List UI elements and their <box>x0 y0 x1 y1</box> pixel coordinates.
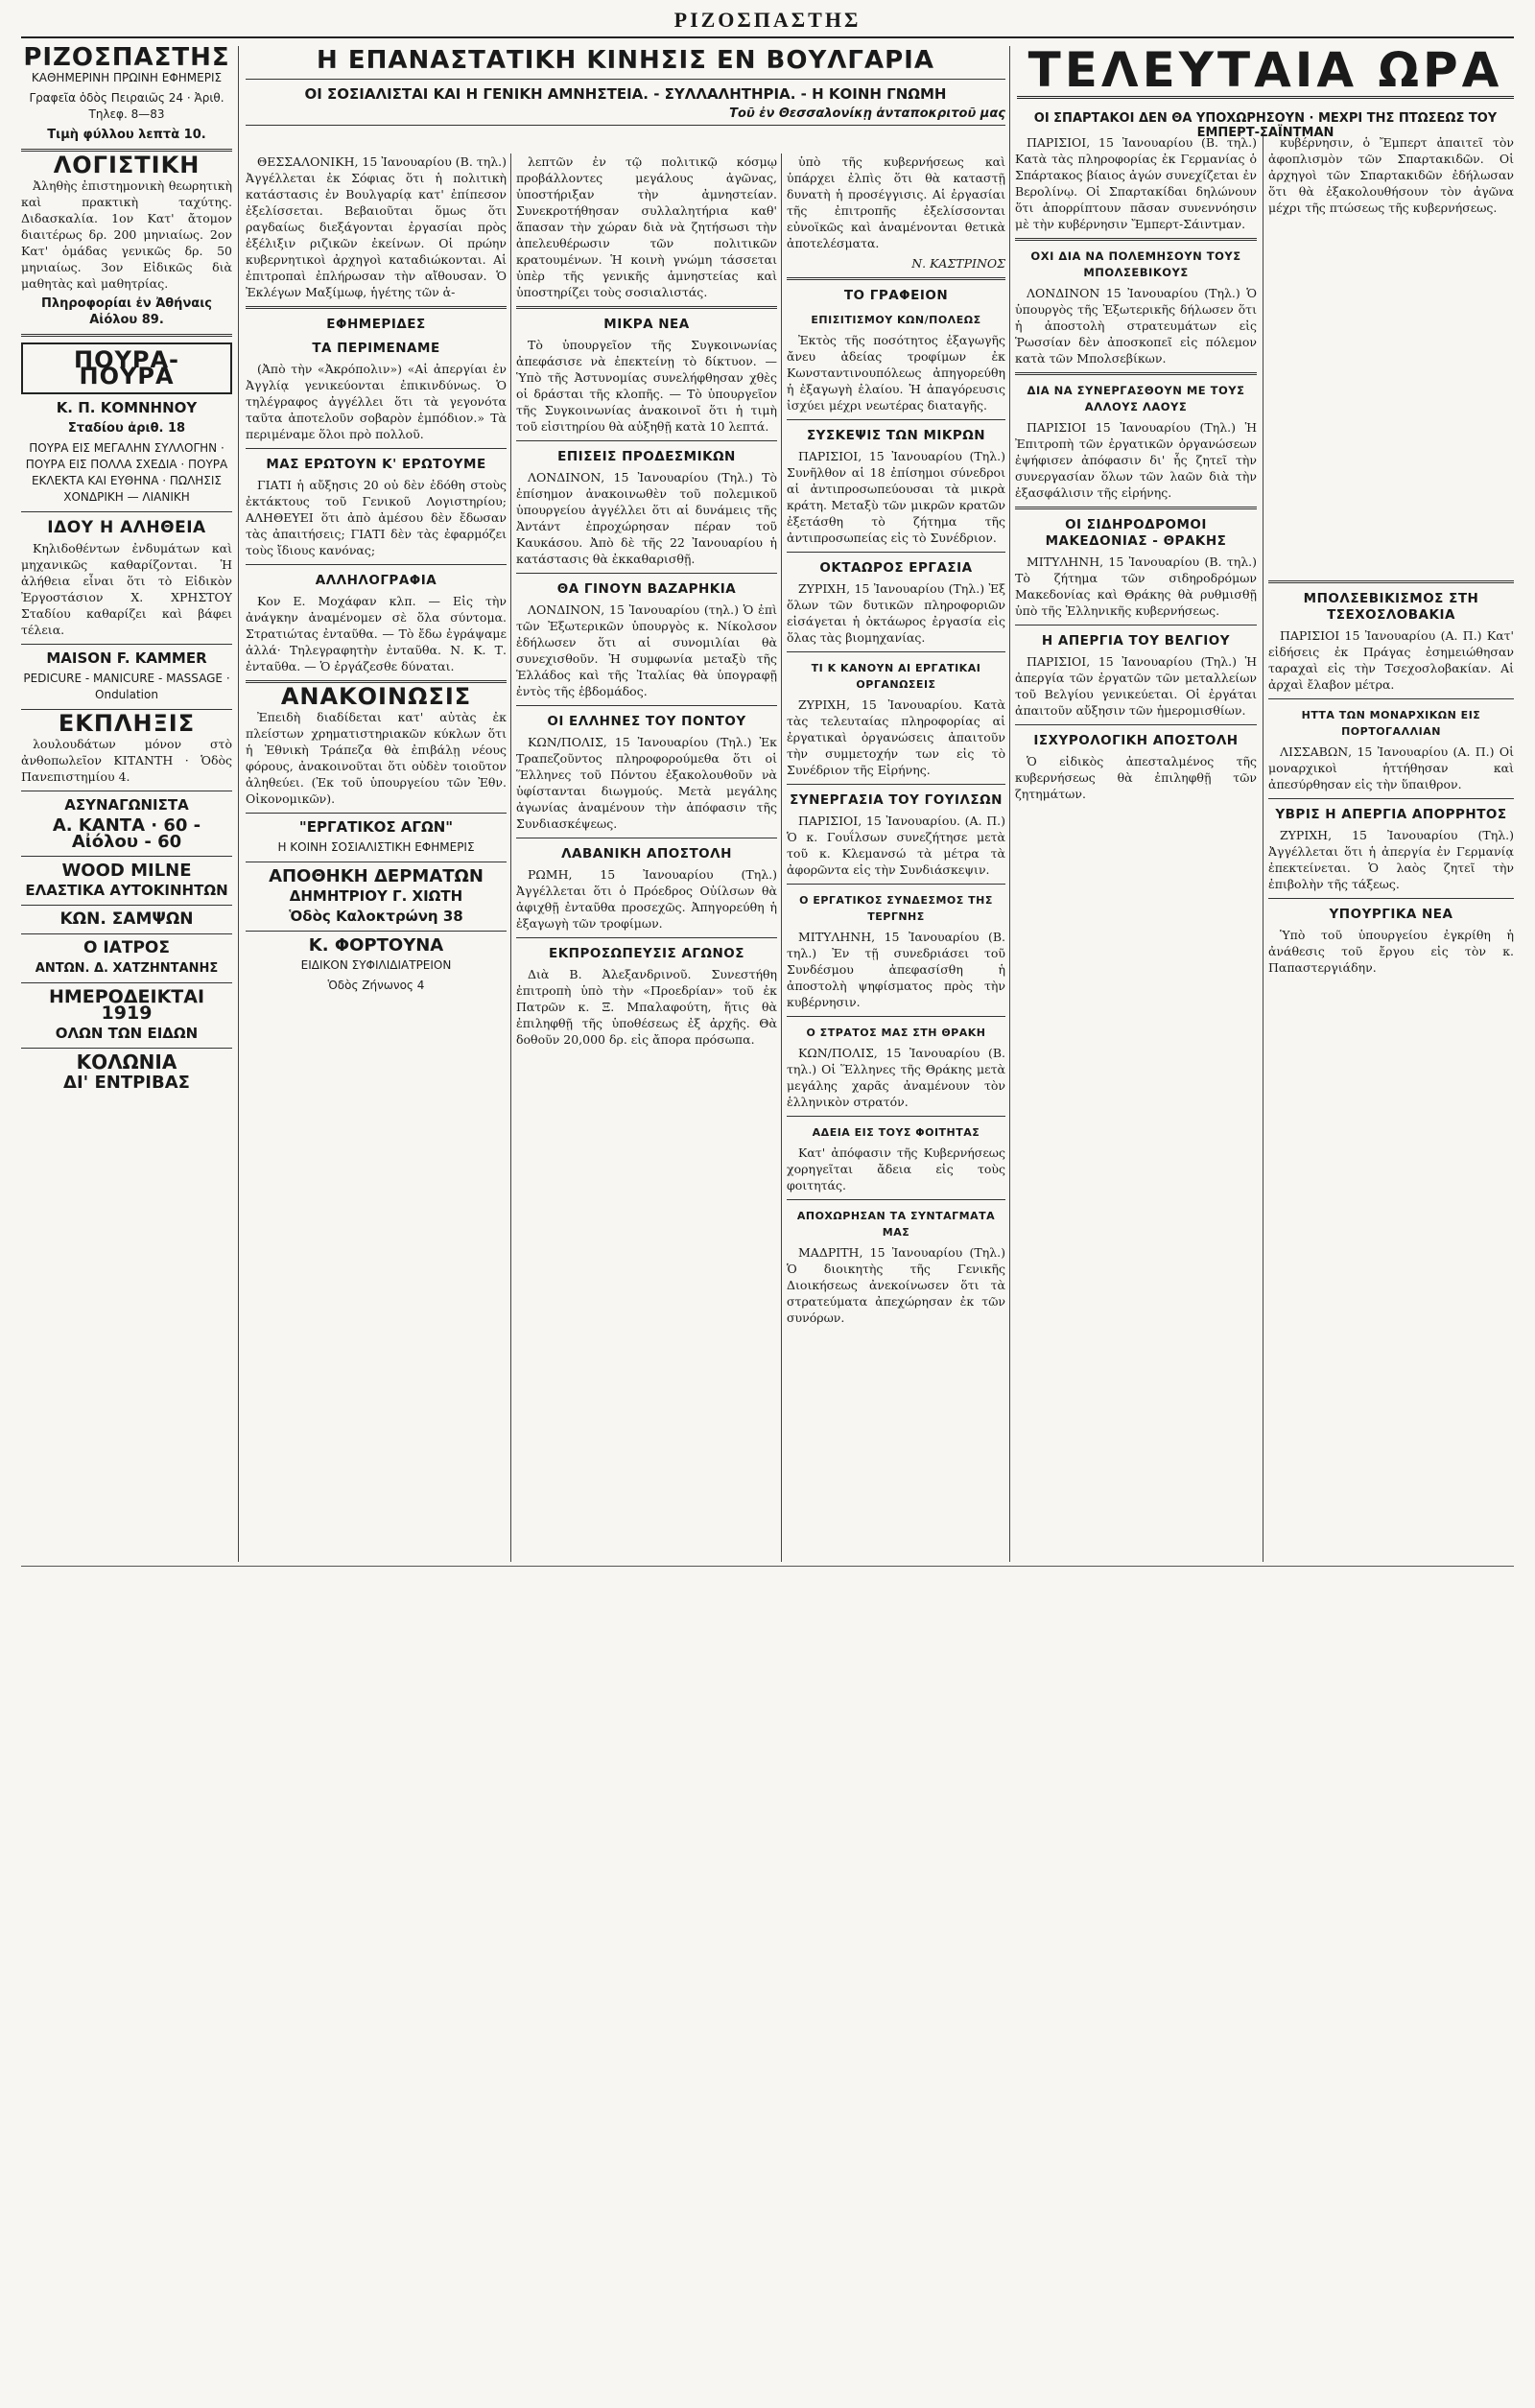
divider <box>246 125 1005 126</box>
article-title: ΟΧΙ ΔΙΑ ΝΑ ΠΟΛΕΜΗΣΟΥΝ ΤΟΥΣ ΜΠΟΛΣΕΒΙΚΟΥΣ <box>1030 249 1241 279</box>
divider <box>1268 898 1514 899</box>
ad-ekplixis-text: λουλουδάτων μόνον στὸ ἀνθοπωλεῖον ΚΙΤΑΝΤΗ · Ὁδὸς Πανεπιστημίου 4. <box>21 737 232 784</box>
ad-poura-title: ΠΟΥΡΑ-ΠΟΥΡΑ <box>74 346 179 390</box>
article-text: Ἐκτὸς τῆς ποσότητος ἐξαγωγῆς ἄνευ ἀδείας τροφίμων ἐκ Κωνσταντινουπόλεως ἀπηγορεύθη ἡ ἐξαγωγὴ ἐλαίου. Ἡ ἀπαγόρευσις ἰσχύει μέχρι νεωτέρας διαταγῆς. <box>787 333 1005 413</box>
ad-kanta: Α. ΚΑΝΤΑ · 60 - Αἰόλου - 60 <box>52 815 201 852</box>
divider <box>787 1199 1005 1200</box>
divider <box>21 905 232 906</box>
divider <box>516 306 777 309</box>
article-title: ΟΚΤΑΩΡΟΣ ΕΡΓΑΣΙΑ <box>819 560 973 576</box>
divider <box>787 784 1005 785</box>
divider <box>1015 238 1257 241</box>
article-title: Ο ΣΤΡΑΤΟΣ ΜΑΣ ΣΤΗ ΘΡΑΚΗ <box>806 1027 986 1039</box>
main-headline-title: Η ΕΠΑΝΑΣΤΑΤΙΚΗ ΚΙΝΗΣΙΣ ΕΝ ΒΟΥΛΓΑΡΙΑ <box>317 46 934 75</box>
article-text: ΚΩΝ/ΠΟΛΙΣ, 15 Ἰανουαρίου (Τηλ.) Ἐκ Τραπεζοῦντος πληροφορούμεθα ὅτι οἱ Ἕλληνες τοῦ Πόντου ἐξακολουθοῦν νὰ ὑφίστανται διωγμούς. Μετὰ μεγάλης ἀγωνίας ἀναμένουν τὴν ἀπόφασιν τῆς Συνδιασκέψεως. <box>516 735 777 831</box>
ad-imerod: ΗΜΕΡΟΔΕΙΚΤΑΙ 1919 <box>48 986 205 1024</box>
main-headline-sub: ΟΙ ΣΟΣΙΑΛΙΣΤΑΙ ΚΑΙ Η ΓΕΝΙΚΗ ΑΜΝΗΣΤΕΙΑ. - ΣΥΛΛΑΛΗΤΗΡΙΑ. - Η ΚΟΙΝΗ ΓΝΩΜΗ <box>304 85 947 103</box>
article-text: κυβέρνησιν, ὁ Ἔμπερτ ἀπαιτεῖ τὸν ἀφοπλισμὸν τῶν Σπαρτακιδῶν. Οἱ ἀρχηγοὶ τῶν Σπαρτακιδῶν ἐδήλωσαν ὅτι θὰ ἐξακολουθήσουν τὸν ἀγῶνα μέχρι τῆς πτώσεως τῆς κυβερνήσεως. <box>1268 135 1514 215</box>
divider <box>787 552 1005 553</box>
ad-fortouna: Κ. ΦΟΡΤΟΥΝΑ <box>308 935 444 956</box>
article-title: ΕΚΠΡΟΣΩΠΕΥΣΙΣ ΑΓΩΝΟΣ <box>548 946 745 961</box>
ad-fortouna-addr: Ὁδὸς Ζήνωνος 4 <box>327 979 425 992</box>
article-text: ΜΑΔΡΙΤΗ, 15 Ἰανουαρίου (Τηλ.) Ὁ διοικητὴς τῆς Γενικῆς Διοικήσεως ἀνεκοίνωσεν ὅτι τὰ στρατεύματα ἀπεχώρησαν ἐκ τῶν συνόρων. <box>787 1245 1005 1325</box>
article-text: ΡΩΜΗ, 15 Ἰανουαρίου (Τηλ.) Ἀγγέλλεται ὅτι ὁ Πρόεδρος Οὐίλσων θὰ ἀφιχθῇ ἐνταῦθα προσεχῶς. Ἀπηγορεύθη ἡ ἐξαγωγὴ τῶν τροφίμων. <box>516 867 777 931</box>
article-title: ΟΙ ΣΙΔΗΡΟΔΡΟΜΟΙ ΜΑΚΕΔΟΝΙΑΣ - ΘΡΑΚΗΣ <box>1045 517 1227 549</box>
article-text: Ὑπὸ τοῦ ὑπουργείου ἐγκρίθη ἡ ἀνάθεσις τοῦ ἔργου εἰς τὸν κ. Παπαστεργιάδην. <box>1268 928 1514 975</box>
teleftaia-ora-subtitle: ΟΙ ΣΠΑΡΤΑΚΟΙ ΔΕΝ ΘΑ ΥΠΟΧΩΡΗΣΟΥΝ · ΜΕΧΡΙ ΤΗΣ ΠΤΩΣΕΩΣ ΤΟΥ ΕΜΠΕΡΤ-ΣΑΪΝΤΜΑΝ <box>1033 111 1498 140</box>
article-text: ΜΙΤΥΛΗΝΗ, 15 Ἰανουαρίου (Β. τηλ.) Τὸ ζήτημα τῶν σιδηροδρόμων Μακεδονίας καὶ Θράκης θὰ ρυθμισθῇ ὑπὸ τῆς Ἑλληνικῆς κυβερνήσεως. <box>1015 555 1257 618</box>
article-text: Διὰ Β. Ἀλεξανδρινοῦ. Συνεστήθη ἐπιτροπὴ ὑπὸ τὴν «Προεδρίαν» τοῦ ἐκ Πατρῶν κ. Ξ. Μπαλαφούτη, ἥτις θὰ ἐπιληφθῇ τῆς ὑποθέσεως ἐξ ἀρχῆς. Θὰ δοθοῦν 20,000 δρ. εἰς ἄπορα πρόσωπα. <box>516 967 777 1047</box>
divider <box>787 1116 1005 1117</box>
article-text: ΠΑΡΙΣΙΟΙ 15 Ἰανουαρίου (Α. Π.) Κατ' εἰδήσεις ἐκ Πράγας ἐσημειώθησαν ταραχαὶ εἰς τὴν Τσεχοσλοβακίαν. Αἱ ἀρχαὶ ἔλαβον μέτρα. <box>1268 628 1514 692</box>
article-title: ΙΣΧΥΡΟΛΟΓΙΚΗ ΑΠΟΣΤΟΛΗ <box>1033 733 1239 748</box>
article-text: ΠΑΡΙΣΙΟΙ, 15 Ἰανουαρίου (Τηλ.) Ἡ ἀπεργία τῶν ἐργατῶν τῶν μεταλλείων τοῦ Βελγίου γενικεύεται. Οἱ ἐργάται ἀπαιτοῦν αὔξησιν τῶν ἡμερομισθίων. <box>1015 654 1257 718</box>
article-title: ΕΠΙΣΕΙΣ ΠΡΟΔΕΣΜΙΚΩΝ <box>557 449 736 464</box>
article-title: ΑΠΟΧΩΡΗΣΑΝ ΤΑ ΣΥΝΤΑΓΜΑΤΑ ΜΑΣ <box>796 1210 996 1239</box>
article-title: ΥΒΡΙΣ Η ΑΠΕΡΓΙΑ ΑΠΟΡΡΗΤΟΣ <box>1275 807 1507 822</box>
divider <box>1268 580 1514 583</box>
section-efimerides: ΕΦΗΜΕΡΙΔΕΣ <box>326 317 426 332</box>
article-title: Η ΑΠΕΡΓΙΑ ΤΟΥ ΒΕΛΓΙΟΥ <box>1041 633 1231 649</box>
column-5a <box>1015 134 1257 1564</box>
divider <box>21 933 232 934</box>
ad-kolonia: ΚΟΛΩΝΙΑ <box>76 1051 177 1074</box>
column-ads <box>21 46 232 1564</box>
ad-kon: ΚΩΝ. ΣΑΜΨΩΝ <box>59 909 194 929</box>
column-5b <box>1268 134 1514 1564</box>
ad-maison-sub: PEDICURE - MANICURE - MASSAGE · Ondulation <box>23 672 230 701</box>
top-rule <box>21 36 1514 38</box>
divider <box>516 573 777 574</box>
ad-stadiou: Σταδίου ἀριθ. 18 <box>67 421 186 436</box>
masthead: ΡΙΖΟΣΠΑΣΤΗΣ <box>673 8 862 32</box>
ad-kosmos: Η ΚΟΙΝΗ ΣΟΣΙΑΛΙΣΤΙΚΗ ΕΦΗΜΕΡΙΣ <box>277 840 475 854</box>
article-subtitle: ΕΠΙΣΙΤΙΣΜΟΥ ΚΩΝ/ΠΟΛΕΩΣ <box>811 314 981 326</box>
divider <box>21 856 232 857</box>
ad-logistiki-text: Ἀληθὴς ἐπιστημονικὴ θεωρητικὴ καὶ πρακτικὴ ταχύτης. Διδασκαλία. 1ον Κατ' ἄτομον διαιτέρως δρ. 200 μηνιαίως. 2ον Κατ' ὁμάδας γενικῶς δρ. 50 μηνιαίως. 3ον Εἰδικῶς διὰ μαθητὰς καὶ μαθητρίας. <box>21 178 232 291</box>
paper-price: Τιμὴ φύλλου λεπτὰ 10. <box>47 128 206 142</box>
divider <box>246 306 507 309</box>
article-text: Ἐπειδὴ διαδίδεται κατ' αὐτὰς ἐκ πλείστων χρηματιστηριακῶν κύκλων ὅτι ἡ Ἐθνικὴ Τράπεζα θὰ ἐπιβάλῃ νέους φόρους, ἀνακοινοῦται ὅτι οὐδὲν τοιοῦτον ἀληθεύει. (Ἐκ τοῦ ὑπουργείου τῶν Ἐθν. Οἰκονομικῶν). <box>246 710 507 806</box>
article-text: ΠΑΡΙΣΙΟΙ, 15 Ἰανουαρίου. (Α. Π.) Ὁ κ. Γουΐλσων συνεζήτησε μετὰ τοῦ κ. Κλεμανσώ τὰ μέτρα τὰ ἀφορῶντα εἰς τὴν Συνδιάσκεψιν. <box>787 814 1005 877</box>
divider <box>516 440 777 441</box>
article-title: ΥΠΟΥΡΓΙΚΑ ΝΕΑ <box>1329 907 1453 922</box>
article-title: ΣΥΣΚΕΨΙΣ ΤΩΝ ΜΙΚΡΩΝ <box>806 428 986 443</box>
ad-dimitriou-addr: Ὁδὸς Καλοκτρώνη 38 <box>289 908 463 925</box>
divider <box>21 982 232 983</box>
ad-dimitriou: ΔΗΜΗΤΡΙΟΥ Γ. ΧΙΩΤΗ <box>289 887 463 905</box>
ad-komninou: Κ. Π. ΚΟΜΝΗΝΟΥ <box>56 399 198 416</box>
teleftaia-ora-title: ΤΕΛΕΥΤΑΙΑ ΩΡΑ <box>1017 44 1514 99</box>
main-headline-byline: Τοῦ ἐν Θεσσαλονίκῃ ἀνταποκριτοῦ μας <box>729 106 1005 121</box>
ad-asynag: ΑΣΥΝΑΓΩΝΙΣΤΑ <box>64 796 189 814</box>
divider <box>516 705 777 706</box>
ad-poura-lines: ΠΟΥΡΑ ΕΙΣ ΜΕΓΑΛΗΝ ΣΥΛΛΟΓΗΝ · ΠΟΥΡΑ ΕΙΣ ΠΟΛΛΑ ΣΧΕΔΙΑ · ΠΟΥΡΑ ΕΚΛΕΚΤΑ ΚΑΙ ΕΥΘΗΝΑ · ΠΩΛΗΣΙΣ ΧΟΝΔΡΙΚΗ — ΛΙΑΝΙΚΗ <box>25 441 228 504</box>
article-text: ΠΑΡΙΣΙΟΙ 15 Ἰανουαρίου (Τηλ.) Ἡ Ἐπιτροπὴ τῶν ἐργατικῶν ὀργανώσεων ἐψήφισεν ἀπόφασιν δι' ἧς ζητεῖ τὴν συνεργασίαν ὅλων τῶν λαῶν διὰ τὴν ἐξασφάλισιν τῆς εἰρήνης. <box>1015 420 1257 500</box>
divider <box>1015 724 1257 725</box>
article-body: ὑπὸ τῆς κυβερνήσεως καὶ ὑπάρχει ἐλπὶς ὅτι θὰ καταστῇ δυνατὴ ἡ προσέγγισις. Αἱ ἐργασίαι τῆς ἐπιτροπῆς ἐξελίσσονται εὐνοϊκῶς καὶ ἀναμένονται θετικὰ ἀποτελέσματα. <box>787 154 1005 250</box>
divider <box>787 419 1005 420</box>
article-title: ΤΙ Κ ΚΑΝΟΥΝ ΑΙ ΕΡΓΑΤΙΚΑΙ ΟΡΓΑΝΩΣΕΙΣ <box>811 662 981 691</box>
article-text: ΖΥΡΙΧΗ, 15 Ἰανουαρίου (Τηλ.) Ἐξ ὅλων τῶν δυτικῶν πληροφοριῶν εἰσάγεται ἡ ὀκτάωρος ἐργασία εἰς ὅλας τὰς βιομηχανίας. <box>787 581 1005 645</box>
divider <box>1015 372 1257 375</box>
paper-title: ΡΙΖΟΣΠΑΣΤΗΣ <box>23 46 230 72</box>
divider <box>246 564 507 565</box>
article-title: ΑΔΕΙΑ ΕΙΣ ΤΟΥΣ ΦΟΙΤΗΤΑΣ <box>812 1126 980 1139</box>
article-title: ΔΙΑ ΝΑ ΣΥΝΕΡΓΑΣΘΟΥΝ ΜΕ ΤΟΥΣ ΑΛΛΟΥΣ ΛΑΟΥΣ <box>1027 384 1245 413</box>
article-title: ΜΠΟΛΣΕΒΙΚΙΣΜΟΣ ΣΤΗ ΤΣΕΧΟΣΛΟΒΑΚΙΑ <box>1303 591 1479 623</box>
column-2 <box>246 153 507 1564</box>
article-text: ΛΙΣΣΑΒΩΝ, 15 Ἰανουαρίου (Α. Π.) Οἱ μοναρχικοὶ ἡττήθησαν καὶ ἀπεσύρθησαν εἰς τὴν ὕπαιθρον. <box>1268 744 1514 791</box>
article-text: ΚΩΝ/ΠΟΛΙΣ, 15 Ἰανουαρίου (Β. τηλ.) Οἱ Ἕλληνες τῆς Θράκης μετὰ μεγάλης χαρᾶς ἀναμένουν τὸν ἑλληνικὸν στρατόν. <box>787 1046 1005 1109</box>
ad-iatros-name: ΑΝΤΩΝ. Δ. ΧΑΤΖΗΝΤΑΝΗΣ <box>35 961 219 976</box>
divider <box>246 931 507 932</box>
article-title: ΑΛΛΗΛΟΓΡΑΦΙΑ <box>315 573 437 588</box>
divider <box>1015 625 1257 626</box>
article-text: ΖΥΡΙΧΗ, 15 Ἰανουαρίου (Τηλ.) Ἀγγέλλεται ὅτι ἡ ἀπεργία ἐν Γερμανίᾳ ἐπεκτείνεται. Ὁ λαὸς ζητεῖ τὴν ἐπιβολὴν τῆς τάξεως. <box>1268 828 1514 891</box>
article-text: ΠΑΡΙΣΙΟΙ, 15 Ἰανουαρίου (Β. τηλ.) Κατὰ τὰς πληροφορίας ἐκ Γερμανίας ὁ Σπάρτακος βίαιος ἀγών συνεχίζεται ἐν Βερολίνῳ. Οἱ Σπαρτακίδαι δηλώνουν ὅτι ἀπορρίπτουν πᾶσαν συνεννόησιν μὲ τὴν κυβέρνησιν Ἔμπερτ-Σάιντμαν. <box>1015 135 1257 231</box>
article-title: ΣΥΝΕΡΓΑΣΙΑ ΤΟΥ ΓΟΥΙΛΣΩΝ <box>790 792 1003 808</box>
divider <box>787 651 1005 652</box>
article-text: Τὸ ὑπουργεῖον τῆς Συγκοινωνίας ἀπεφάσισε νὰ ἐπεκτείνῃ τὸ δίκτυον. — Ὑπὸ τῆς Ἀστυνομίας συνελήφθησαν χθὲς οἱ δράσται τῆς κλοπῆς. — Τὸ ὑπουργεῖον τῆς Συγκοινωνίας ἀνακοινοῖ ὅτι ἡ τιμὴ τοῦ εἰσιτηρίου θὰ αὐξηθῇ κατὰ 10 λεπτά. <box>516 338 777 434</box>
divider <box>246 448 507 449</box>
ad-idou-text: Κηλιδοθέντων ἐνδυμάτων καὶ μηχανικῶς καθαρίζονται. Ἡ ἀλήθεια εἶναι ὅτι τὸ Εἰδικὸν Ἐργοστάσιον Χ. ΧΡΗΣΤΟΥ Σταδίου καθαρίζει καὶ βάφει τέλεια. <box>21 541 232 637</box>
ad-fortouna-sub: ΕΙΔΙΚΟΝ ΣΥΦΙΛΙΔΙΑΤΡΕΙΟΝ <box>300 958 452 972</box>
divider <box>246 79 1005 80</box>
article-text: ΛΟΝΔΙΝΟΝ 15 Ἰανουαρίου (Τηλ.) Ὁ ὑπουργὸς τῆς Ἐξωτερικῆς δήλωσεν ὅτι ἡ ἀποστολὴ στρατευμάτων εἰς Ῥωσσίαν δὲν ἀποσκοπεῖ εἰς πόλεμον κατὰ τῶν Μπολσεβίκων. <box>1015 286 1257 366</box>
article-title: ΗΤΤΑ ΤΩΝ ΜΟΝΑΡΧΙΚΩΝ ΕΙΣ ΠΟΡΤΟΓΑΛΛΙΑΝ <box>1301 709 1481 738</box>
divider <box>21 644 232 645</box>
main-headline <box>246 46 1005 126</box>
divider <box>1268 698 1514 699</box>
column-3 <box>516 153 777 1564</box>
ad-elastika: ΕΛΑΣΤΙΚΑ ΑΥΤΟΚΙΝΗΤΩΝ <box>25 882 228 899</box>
column-4 <box>787 153 1005 1564</box>
ad-entrivas: ΔΙ' ΕΝΤΡΙΒΑΣ <box>63 1073 190 1093</box>
bottom-rule <box>21 1566 1514 1567</box>
article-text: ΖΥΡΙΧΗ, 15 Ἰανουαρίου. Κατὰ τὰς τελευταίας πληροφορίας αἱ ἐργατικαὶ ὀργανώσεις ἀπαιτοῦν τὴν συμμετοχήν των εἰς τὸ Συνέδριον τῆς Εἰρήνης. <box>787 697 1005 777</box>
article-title: ΘΑ ΓΙΝΟΥΝ ΒΑΖΑΡΗΚΙΑ <box>556 581 737 597</box>
divider <box>1268 798 1514 799</box>
ad-idou-title: ΙΔΟΥ Η ΑΛΗΘΕΙΑ <box>47 518 206 537</box>
divider <box>246 813 507 814</box>
column-rule <box>238 46 239 1562</box>
divider <box>21 1048 232 1049</box>
article-title: Ο ΕΡΓΑΤΙΚΟΣ ΣΥΝΔΕΣΜΟΣ ΤΗΣ ΤΕΡΓΝΗΣ <box>799 894 993 923</box>
article-body: λεπτῶν ἐν τῷ πολιτικῷ κόσμῳ προβάλλοντες μεγάλους ἀγῶνας, ὑποστήριξαν τὴν ἀμνηστείαν. Συνεκροτήθησαν συλλαλητήρια καθ' ἅπασαν τὴν χώραν διὰ νὰ ζητήσωσι τὴν ἀπελευθέρωσιν τῶν πολιτικῶν κρατουμένων. Ἡ κοινὴ γνώμη τάσσεται ὑπὲρ τῆς γενικῆς ἀμνηστείας καὶ ὑποστηρίζει τοὺς σοσιαλιστάς. <box>516 154 777 299</box>
divider <box>21 511 232 512</box>
ad-maison: MAISON F. KAMMER <box>46 649 207 667</box>
article-signature: Ν. ΚΑΣΤΡΙΝΟΣ <box>911 256 1005 271</box>
divider <box>516 937 777 938</box>
article-text: ΠΑΡΙΣΙΟΙ, 15 Ἰανουαρίου (Τηλ.) Συνῆλθον αἱ 18 ἐπίσημοι σύνεδροι αἱ ἀντιπροσωπεύουσαι τὰ μικρὰ κράτη. Μεταξὺ τῶν μικρῶν κρατῶν ἐξετάσθη τὸ ζήτημα τῆς ἀντιπροσωπείας εἰς τὸ Συνέδριον. <box>787 449 1005 545</box>
ad-wood: WOOD MILNE <box>61 861 192 881</box>
column-rule <box>1009 46 1010 1562</box>
article-title: ΑΝΑΚΟΙΝΩΣΙΣ <box>280 683 472 710</box>
article-text: Κατ' ἀπόφασιν τῆς Κυβερνήσεως χορηγεῖται ἄδεια εἰς τοὺς φοιτητάς. <box>787 1145 1005 1192</box>
divider <box>787 1016 1005 1017</box>
article-text: ΛΟΝΔΙΝΟΝ, 15 Ἰανουαρίου (Τηλ.) Τὸ ἐπίσημον ἀνακοινωθὲν τοῦ πολεμικοῦ ὑπουργείου ἀγγέλλει ὅτι αἱ δυνάμεις τῆς Ἀντάντ ἐπροχώρησαν πέραν τοῦ Καυκάσου. Ἀπὸ δὲ τῆς 22 Ἰανουαρίου ἡ κατάστασις θὰ ἐκκαθαρισθῇ. <box>516 470 777 566</box>
article-text: Ὁ εἰδικὸς ἀπεσταλμένος τῆς κυβερνήσεως θὰ ἐπιληφθῇ τῶν ζητημάτων. <box>1015 754 1257 801</box>
paper-subtitle: ΚΑΘΗΜΕΡΙΝΗ ΠΡΩΙΝΗ ΕΦΗΜΕΡΙΣ <box>31 71 223 84</box>
column-rule <box>510 153 511 1562</box>
article-text: ΜΙΤΥΛΗΝΗ, 15 Ἰανουαρίου (Β. τηλ.) Ἐν τῇ συνεδριάσει τοῦ Συνδέσμου ἀπεφασίσθη ἡ ἀποστολὴ ψηφίσματος πρὸς τὴν κυβέρνησιν. <box>787 930 1005 1009</box>
divider <box>1015 507 1257 509</box>
article-title: ΛΑΒΑΝΙΚΗ ΑΠΟΣΤΟΛΗ <box>561 846 732 862</box>
article-title: ΤΟ ΓΡΑΦΕΙΟΝ <box>843 288 949 303</box>
article-text: (Ἀπὸ τὴν «Ἀκρόπολιν») «Αἱ ἀπεργίαι ἐν Ἀγγλίᾳ γενικεύονται ἐπικινδύνως. Ὁ τηλέγραφος ἀγγέλλει ὅτι τὰ γεγονότα ταῦτα ἀποτελοῦν σοβαρὸν ἐμπόδιον.» Τὰ περιμέναμε ὅλοι πρὸ πολλοῦ. <box>246 362 507 441</box>
article-text: Κον Ε. Μοχάφαν κλπ. — Εἰς τὴν ἀνάγκην ἀναμένομεν σὲ ὅλα σύντομα. Στρατιώτας ἐνταῦθα. — Τὸ ἔδω ἐγράψαμε ἀλλά· Τηλεγραφητὴν ἐνταῦθα. Ν. Κ. Τ. ἐνταῦθα. — Ὁ ἐργάζεσθε δύναται. <box>246 594 507 673</box>
divider <box>21 334 232 337</box>
ad-apothiki: ΑΠΟΘΗΚΗ ΔΕΡΜΑΤΩΝ <box>269 866 484 886</box>
article-body: ΘΕΣΣΑΛΟΝΙΚΗ, 15 Ἰανουαρίου (Β. τηλ.) Ἀγγέλλεται ἐκ Σόφιας ὅτι ἡ πολιτικὴ κατάστασις ἐν Βουλγαρίᾳ κατ' ἐπίπεσον ἐξελίσσεται. Βεβαιοῦται ὅμως ὅτι ραγδαίως διεξάγονται ἐργασίαι πρὸς ἐξέλιξιν ριζικῶν ἐκείνων. Οἱ πρώην κυβερνητικοὶ ἀρχηγοὶ καταδιώκονται. Αἱ ἐπιτροπαὶ ἐπλήρωσαν τὴν αἴθουσαν. Ὁ Ἐκλέγων Μαξίμωφ, ἡγέτης τῶν ἀ- <box>246 154 507 299</box>
ad-iatros: Ο ΙΑΤΡΟΣ <box>83 938 170 957</box>
ad-logistiki-title: ΛΟΓΙΣΤΙΚΗ <box>53 152 201 178</box>
divider <box>787 277 1005 280</box>
ad-logistiki-info: Πληροφορίαι ἐν Ἀθήναις Αἰόλου 89. <box>40 296 212 327</box>
article-title: ΜΑΣ ΕΡΩΤΟΥΝ Κ' ΕΡΩΤΟΥΜΕ <box>266 457 486 472</box>
article-text: ΓΙΑΤΙ ἡ αὔξησις 20 οὐ δὲν ἐδόθη στοὺς ἐκτάκτους τοῦ Γενικοῦ Λογιστηρίου; ΑΛΗΘΕΥΕΙ ὅτι ἀπὸ ἀμέσου δὲν ἔδωσαν τὰς ἀπαιτήσεις; ΓΙΑΤΙ δὲν τὰς ἐφαρμόζει τοὺς ἴδιους κανόνας; <box>246 478 507 557</box>
paper-address: Γραφεῖα ὁδὸς Πειραιῶς 24 · Ἀριθ. Τηλεφ. 8—83 <box>29 91 224 121</box>
ad-olon: ΟΛΩΝ ΤΩΝ ΕΙΔΩΝ <box>55 1025 199 1042</box>
article-title: ΟΙ ΕΛΛΗΝΕΣ ΤΟΥ ΠΟΝΤΟΥ <box>547 714 746 729</box>
divider <box>787 884 1005 885</box>
article-title: ΜΙΚΡΑ ΝΕΑ <box>603 317 690 332</box>
ad-ekplixis-title: ΕΚΠΛΗΞΙΣ <box>58 710 196 737</box>
column-rule <box>781 153 782 1562</box>
ad-ergatikos: "ΕΡΓΑΤΙΚΟΣ ΑΓΩΝ" <box>298 818 454 836</box>
article-title: ΤΑ ΠΕΡΙΜΕΝΑΜΕ <box>312 341 440 356</box>
article-text: ΛΟΝΔΙΝΟΝ, 15 Ἰανουαρίου (τηλ.) Ὁ ἐπὶ τῶν Ἐξωτερικῶν ὑπουργὸς κ. Νίκολσον ἐδήλωσεν ὅτι αἱ συνομιλίαι θὰ συνεχισθοῦν. Ἡ συμφωνία μεταξὺ τῆς Ἑλλάδος καὶ τῆς Ἰταλίας θὰ ὑπογραφῇ ἐντὸς τῆς ἑβδομάδος. <box>516 602 777 698</box>
